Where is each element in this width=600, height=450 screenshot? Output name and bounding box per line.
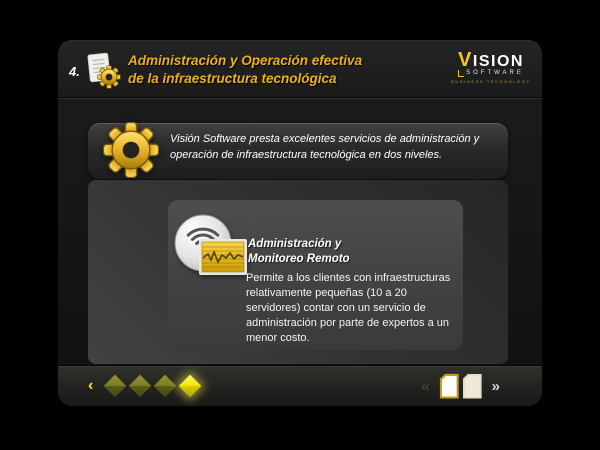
gear-icon	[103, 122, 159, 178]
slide-number: 4.	[69, 64, 80, 79]
wireless-monitor-icon	[174, 214, 247, 275]
logo-underline-tick	[458, 70, 464, 77]
service-title-line2: Monitoreo Remoto	[248, 253, 350, 265]
slide-title-line2: de la infraestructura tecnológica	[128, 71, 337, 86]
slide-panel	[58, 40, 542, 406]
page-sheet-face	[442, 376, 457, 397]
page-sheet-face	[465, 376, 480, 397]
previous-arrow-icon[interactable]: ‹	[88, 377, 94, 394]
service-card-title	[248, 237, 350, 267]
diamond-step-icon[interactable]	[104, 375, 127, 398]
service-title-line1: Administración y	[248, 238, 342, 250]
forward-arrows-icon[interactable]: »	[491, 377, 500, 395]
page-sheet-icon[interactable]	[440, 374, 459, 399]
slide-header	[58, 40, 542, 97]
rewind-arrows-icon[interactable]: «	[421, 377, 430, 395]
logo-subtitle: SOFTWARE	[444, 70, 538, 77]
page-indicators	[440, 374, 482, 399]
diamond-step-icon[interactable]	[154, 375, 177, 398]
service-card-body: Permite a los clientes con infraestructuras relativamente pequeñas (10 a 20 servidores) contar con un servicio de administración por parte de expertos a un menor costo.	[246, 272, 451, 344]
slide-title	[128, 52, 362, 88]
logo-wordmark	[444, 49, 538, 71]
vision-software-logo	[444, 49, 538, 84]
slide-navbar	[58, 365, 542, 406]
page-sheet-icon[interactable]	[463, 374, 482, 399]
service-card	[168, 200, 463, 350]
logo-tagline: BUSINESS TECHNOLOGY	[451, 79, 531, 84]
header-divider	[58, 97, 542, 98]
logo-v-mark: V	[458, 49, 473, 71]
diamond-step-icon[interactable]	[179, 375, 202, 398]
slide-title-line1: Administración y Operación efectiva	[128, 53, 363, 68]
logo-wordmark-rest: ISION	[472, 53, 524, 70]
document-gear-icon	[85, 51, 121, 91]
diamond-step-icon[interactable]	[129, 375, 152, 398]
step-indicators	[103, 378, 198, 394]
nav-right-group	[421, 374, 500, 399]
intro-text: Visión Software presta excelentes servicios de administración y operación de infraestructura tecnológica en dos niveles.	[170, 133, 480, 161]
nav-left-group	[88, 378, 198, 394]
